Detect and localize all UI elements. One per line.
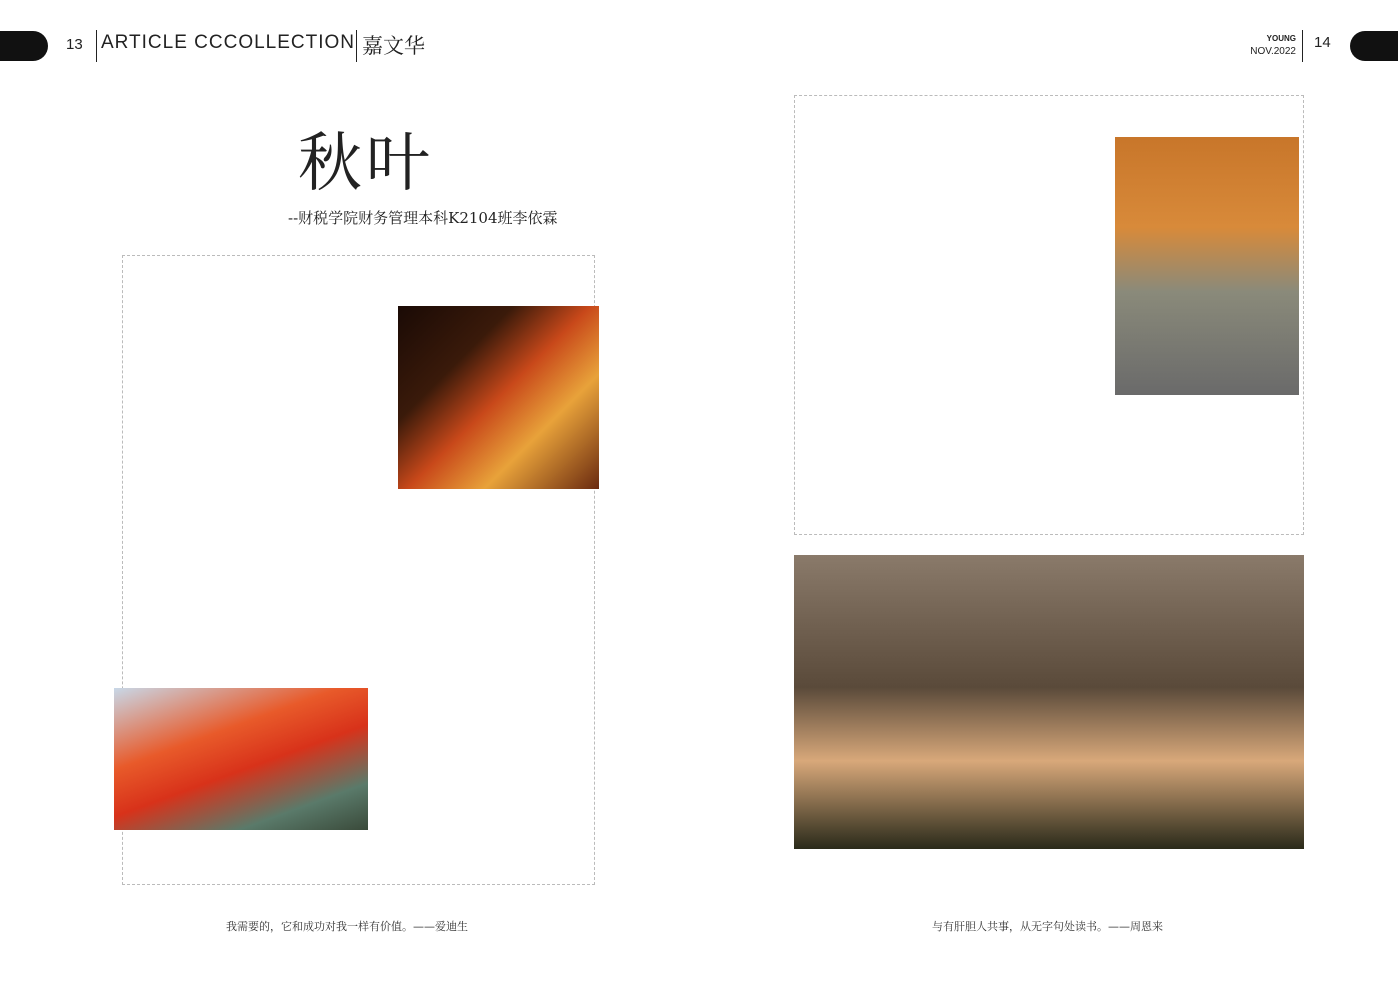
section-title: ARTICLE CCCOLLECTION (101, 32, 356, 53)
footer-quote-left: 我需要的，它和成功对我一样有价值。——爱迪生 (226, 920, 468, 933)
brand-label: YOUNG (1266, 34, 1296, 43)
tree-parking-photo (1115, 137, 1299, 395)
article-byline: --财税学院财务管理本科K2104班李依霖 (288, 209, 558, 227)
red-tree-lake-photo (114, 688, 368, 830)
page-number-left: 13 (66, 36, 83, 53)
footer-quote-right: 与有肝胆人共事，从无字句处读书。——周恩来 (932, 920, 1163, 933)
page-tab-left (0, 31, 48, 61)
article-title: 秋叶 (298, 127, 434, 201)
header-divider (356, 30, 357, 62)
header-divider (96, 30, 97, 62)
section-name: 嘉文华 (362, 34, 425, 58)
page-number-right: 14 (1314, 34, 1331, 51)
tree-silhouette-photo (794, 555, 1304, 849)
page-tab-right (1350, 31, 1398, 61)
autumn-leaf-photo (398, 306, 599, 489)
header-divider (1302, 30, 1303, 62)
issue-date: NOV.2022 (1250, 46, 1296, 57)
